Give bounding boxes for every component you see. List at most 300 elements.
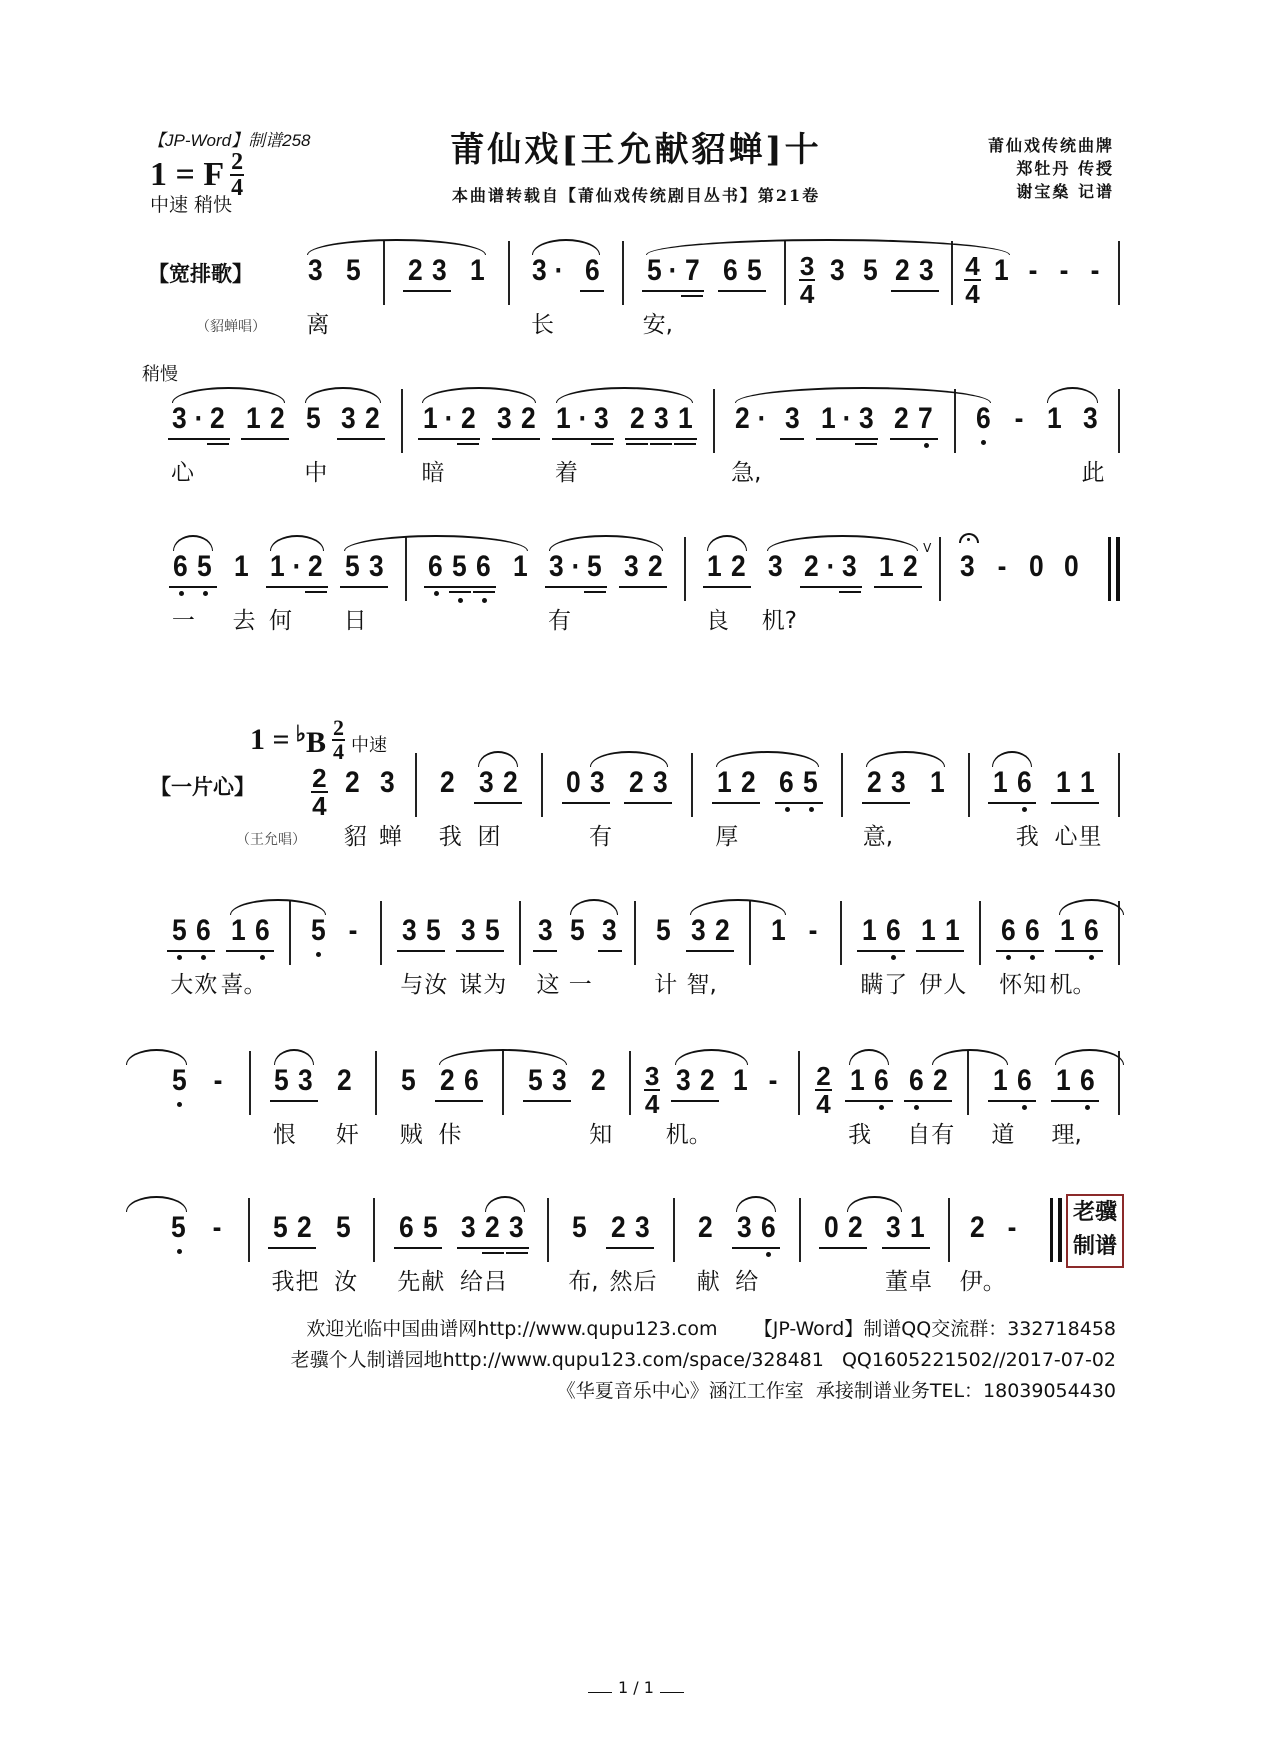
note-number: 1 (716, 766, 732, 799)
note-number: 6 (760, 1211, 776, 1244)
note (586, 1063, 613, 1148)
lyric: 卓 (908, 1269, 932, 1295)
note-number: 6 (1079, 1064, 1095, 1097)
note (361, 401, 385, 437)
beat-group (1051, 765, 1102, 850)
note-number: 6 (428, 550, 443, 583)
lyric: 知 (1023, 972, 1047, 998)
note (890, 401, 914, 437)
note (545, 549, 572, 634)
note-number: 1 (1055, 1064, 1071, 1097)
beat-group (241, 401, 289, 440)
note-number: 2 (866, 766, 882, 799)
footer-line: 《华夏音乐中心》涵江工作室 承接制谱业务TEL：18039054430 (556, 1380, 1116, 1402)
note (862, 765, 894, 850)
note (266, 549, 293, 634)
note-number: - (1028, 254, 1038, 287)
note (971, 401, 995, 437)
lyric: 汝 (334, 1269, 358, 1295)
lyric: 计 (654, 972, 678, 998)
note (882, 1210, 908, 1295)
note-number: 2 (698, 1211, 713, 1244)
beat-group (665, 1063, 719, 1148)
note (642, 253, 673, 338)
note-number: 0 (1029, 550, 1044, 583)
beat-group (169, 549, 217, 634)
note (492, 401, 516, 437)
note-number: 5 (425, 914, 441, 947)
beat-group (819, 1210, 867, 1249)
note-number: 5 (746, 254, 762, 287)
beat-group (732, 1210, 780, 1295)
note (580, 253, 604, 289)
augmentation-dot (755, 401, 769, 437)
note (742, 253, 766, 289)
note-number: 2 (520, 402, 536, 435)
beat-group (266, 549, 328, 634)
lyric: 我 (271, 1269, 295, 1295)
lyric: 蝉 (378, 824, 402, 850)
note (333, 1063, 359, 1148)
note-number: 6 (195, 914, 211, 947)
note-number: 3 (509, 1211, 524, 1244)
note-number: 5 (401, 1064, 416, 1097)
time-signature-change (964, 253, 980, 307)
note-number: 6 (1017, 766, 1032, 799)
lyric: 机? (761, 608, 798, 634)
time-signature-change (815, 1063, 831, 1117)
note-number: 3 (551, 1064, 567, 1097)
note-number: 2 (895, 254, 911, 287)
note-number: 3 (785, 402, 800, 435)
note (270, 1063, 296, 1148)
lyric: 暗 (421, 460, 445, 486)
low-octave-dot (766, 1252, 771, 1257)
beat-group (891, 253, 939, 292)
beat-group (341, 913, 365, 950)
note (435, 1063, 462, 1148)
note (498, 765, 522, 801)
time-top: 2 (231, 149, 244, 175)
beat-group (761, 549, 798, 634)
low-octave-dot (177, 955, 182, 960)
note (306, 913, 330, 949)
double-underline (207, 443, 229, 445)
note-number: 5 (345, 254, 361, 287)
note (731, 401, 762, 486)
time-signature-change (644, 1063, 660, 1117)
note (816, 401, 840, 437)
note-number: 5 (345, 550, 360, 583)
dash-note (1021, 253, 1045, 289)
credit-line: 谢宝燊 记谱 (1016, 182, 1114, 201)
lyric: 道 (991, 1122, 1015, 1148)
beat-group (340, 549, 388, 634)
lyric: 这 (536, 972, 560, 998)
note (241, 401, 265, 437)
double-underline (650, 443, 672, 445)
dash-note (1052, 253, 1076, 289)
note-number: 5 (171, 1211, 186, 1244)
note (956, 549, 980, 585)
note-number: 3 (858, 402, 874, 435)
low-octave-dot (201, 955, 206, 960)
note (292, 1210, 319, 1295)
low-octave-dot (458, 598, 463, 603)
beat-group (580, 253, 604, 292)
note (193, 549, 217, 585)
note (761, 549, 798, 634)
time-top: 3 (799, 251, 815, 281)
beat-group (435, 765, 462, 850)
note (996, 913, 1023, 998)
beat-group (857, 913, 908, 998)
note-number: 3 (886, 1211, 902, 1244)
note (915, 253, 939, 289)
lyric: 中 (304, 460, 328, 486)
beat-group (904, 1063, 955, 1148)
note-number: - (348, 914, 358, 947)
note-number: 3 (767, 550, 783, 583)
note-number: 1 (944, 914, 960, 947)
credit-line: 郑牡丹 传授 (1016, 159, 1114, 178)
lyric: 为 (483, 972, 507, 998)
augmentation-dot (442, 401, 456, 437)
lyric: 恨 (272, 1122, 296, 1148)
note-number: - (1007, 1211, 1017, 1244)
beat-group (858, 253, 882, 290)
note (914, 401, 938, 437)
note (586, 765, 612, 850)
note (727, 549, 751, 585)
measure (941, 537, 1111, 601)
page-number (0, 1678, 1272, 1697)
note-number: 2 (270, 402, 285, 435)
time-bottom: 4 (312, 791, 327, 821)
low-octave-dot (879, 1105, 884, 1110)
beat-group (988, 1063, 1036, 1148)
beat-group (606, 1210, 657, 1295)
lyric: 献 (696, 1269, 720, 1295)
lyric: 怀 (999, 972, 1023, 998)
beat-group (523, 1063, 571, 1102)
note-number: 1 (770, 914, 786, 947)
note (891, 253, 915, 289)
lyric: 吕 (483, 1269, 507, 1295)
note (456, 913, 483, 998)
note (1078, 401, 1105, 486)
note (265, 401, 289, 437)
note-number: · (194, 402, 204, 435)
note (220, 913, 267, 998)
note-number: 2 (847, 1211, 863, 1244)
staff-row (148, 1210, 1062, 1295)
time-bottom: 4 (816, 1089, 831, 1119)
measure (950, 1198, 1053, 1295)
beat-group (205, 1210, 229, 1247)
note (528, 253, 555, 338)
stamp-line: 老骥 (1072, 1200, 1117, 1225)
note (523, 1063, 547, 1099)
note-number: 1 (1055, 766, 1071, 799)
beat-group (528, 253, 566, 338)
credits (988, 134, 1114, 203)
note-number: 2 (210, 402, 226, 435)
note-number: 6 (722, 254, 738, 287)
note-number: 3 (401, 914, 417, 947)
note-number: 1 (820, 402, 836, 435)
note (250, 913, 274, 949)
note-number: · (668, 254, 678, 287)
note (780, 401, 804, 437)
lyric: 心 (1054, 824, 1078, 850)
note-number: 6 (1024, 914, 1040, 947)
note (421, 913, 448, 998)
note-number: 5 (422, 1211, 438, 1244)
note (756, 1210, 780, 1246)
note-number: 3 (341, 402, 357, 435)
measure (842, 901, 981, 998)
lyric: 日 (343, 608, 367, 634)
note-number: 2 (337, 1064, 352, 1097)
note-number: - (1090, 254, 1100, 287)
note-number: 1 (246, 402, 261, 435)
beat-group (568, 1210, 599, 1295)
beat-group (959, 1210, 1006, 1295)
note-number: 1 (732, 1064, 748, 1097)
note (649, 401, 673, 437)
note (1051, 765, 1078, 850)
beat-group (625, 401, 697, 440)
beat-group (1052, 253, 1076, 290)
beat-group (619, 549, 667, 588)
note-number: 1 (910, 1211, 926, 1244)
note-number: 2 (485, 1211, 500, 1244)
note-number: 1 (556, 402, 571, 435)
time-bottom: 4 (333, 739, 345, 764)
lyric: 我 (848, 1122, 872, 1148)
low-octave-dot (1085, 1105, 1090, 1110)
lyric: 给 (459, 1269, 483, 1295)
low-octave-dot (891, 955, 896, 960)
beat-group (167, 1210, 191, 1247)
note (448, 549, 472, 585)
note-number: 3 (537, 914, 553, 947)
lyric: 厚 (715, 824, 739, 850)
note (648, 765, 672, 801)
low-octave-dot (179, 591, 184, 596)
beat-group (466, 253, 490, 290)
singer-label: （王允唱） (236, 832, 306, 848)
augmentation-dot (569, 549, 583, 585)
note-number: 5 (305, 402, 321, 435)
double-underline (674, 443, 696, 445)
note-number: 1 (849, 1064, 865, 1097)
note-number: - (212, 1211, 222, 1244)
beat-group (1043, 401, 1067, 438)
low-octave-dot (177, 1249, 182, 1254)
note-number: 5 (484, 914, 500, 947)
lyric: 良 (705, 608, 729, 634)
beat-group (598, 913, 622, 952)
note (508, 549, 532, 585)
beat-group (396, 1063, 423, 1148)
low-octave-dot (785, 807, 790, 812)
note-number: 2 (590, 1064, 606, 1097)
note (712, 765, 739, 850)
augmentation-dot (192, 401, 206, 437)
lyric: 长 (531, 312, 555, 338)
note-number: 1 (1059, 914, 1075, 947)
section-label-kuanpaige: 【宽排歌】 (148, 262, 253, 286)
beat-group (925, 765, 949, 802)
note-number: 2 (408, 254, 423, 287)
time-signature-change (799, 253, 815, 307)
note (703, 549, 729, 634)
lyric: 瞒 (860, 972, 884, 998)
note (857, 913, 884, 998)
note-number: 2 (439, 1064, 455, 1097)
note (1059, 549, 1083, 585)
note-number: 6 (398, 1211, 414, 1244)
lyric: 着 (554, 460, 578, 486)
measure (296, 753, 417, 850)
low-octave-dot (203, 591, 208, 596)
note-number: 2 (629, 402, 645, 435)
lyric: 一 (568, 972, 592, 998)
note (427, 253, 451, 289)
lyric: 佧 (438, 1122, 462, 1148)
dash-note (761, 1063, 785, 1099)
lyric: 后 (633, 1269, 657, 1295)
note (643, 549, 667, 585)
low-octave-dot (914, 1105, 919, 1110)
note (710, 913, 734, 949)
note-number: · (842, 402, 852, 435)
beat-group (874, 541, 932, 588)
note-number: 1 (422, 402, 438, 435)
note (625, 401, 649, 437)
lyric: 智, (686, 972, 717, 998)
low-octave-dot (1030, 955, 1035, 960)
note-number: 7 (684, 254, 700, 287)
note (403, 253, 427, 289)
note-number: 1 (994, 254, 1010, 287)
note-number: · (444, 402, 454, 435)
dash-note (341, 913, 365, 949)
low-octave-dot (1022, 807, 1027, 812)
time-bottom: 4 (231, 175, 244, 201)
beat-group (545, 549, 607, 634)
note-number: 2 (629, 766, 644, 799)
note-number: 3 (594, 402, 609, 435)
lyric: 貂 (343, 824, 367, 850)
low-octave-dot (260, 955, 265, 960)
beat-group (1078, 401, 1105, 486)
lyric: 人 (943, 972, 967, 998)
lyric: 里 (1078, 824, 1102, 850)
lyric: 布, (568, 1269, 599, 1295)
beat-group (220, 913, 274, 998)
note-number: 2 (460, 402, 476, 435)
lyric: 理, (1051, 1122, 1082, 1148)
beat-group (168, 401, 230, 486)
note (869, 1063, 893, 1099)
beat-group (780, 401, 804, 440)
note (904, 1063, 931, 1148)
note-number: 1 (992, 1064, 1008, 1097)
beat-group (1000, 1210, 1024, 1247)
staff-row (152, 401, 1120, 486)
maker-tag: 【JP-Word】制谱258 (148, 131, 311, 150)
note (990, 253, 1014, 289)
beat-group (988, 765, 1039, 850)
note (693, 1210, 720, 1295)
low-octave-dot (177, 1102, 182, 1107)
note-number: 2 (699, 1064, 715, 1097)
lyric: 与 (400, 972, 424, 998)
lyric: 急, (731, 460, 762, 486)
beat-group (403, 253, 451, 292)
note-number: 2 (804, 550, 820, 583)
note (925, 765, 949, 801)
note (229, 549, 256, 634)
note-number: 3 (736, 1211, 752, 1244)
beat-group (693, 1210, 720, 1295)
note (686, 913, 717, 998)
subtitle: 本曲谱转载自【莆仙戏传统剧目丛书】第21卷 (451, 186, 821, 205)
note (331, 1210, 358, 1295)
dash-note (206, 1063, 230, 1099)
note-number: 2 (502, 766, 518, 799)
key-text: 1 = F (150, 156, 225, 193)
note-number: 3 (461, 1211, 476, 1244)
note-number: 3 (960, 550, 975, 583)
note (1012, 1063, 1036, 1099)
note-number: 2 (903, 550, 918, 583)
dash-note (1083, 253, 1107, 289)
note-number: 5 (272, 1211, 288, 1244)
note-number: 1 (1047, 402, 1062, 435)
page-title: 莆仙戏[王允献貂蝉]十 (450, 130, 822, 170)
note-number: 3 (919, 254, 935, 287)
note (916, 913, 943, 998)
page-number-text: 1 / 1 (618, 1678, 654, 1697)
lyric: 伊 (919, 972, 943, 998)
note-number: 2 (714, 914, 730, 947)
lyric: 离 (306, 312, 330, 338)
note-number: - (997, 550, 1007, 583)
note-number: 6 (885, 914, 901, 947)
note-number: 1 (929, 766, 945, 799)
double-underline (473, 591, 495, 593)
note (547, 1063, 571, 1099)
note-number: 3 (432, 254, 447, 287)
lyric: 谋 (459, 972, 483, 998)
time-top: 2 (312, 763, 327, 793)
beat-group (990, 253, 1014, 290)
note-number: 0 (566, 766, 582, 799)
lyric: 奸 (335, 1122, 359, 1148)
beat-group (996, 913, 1047, 998)
note-number: 5 (527, 1064, 543, 1097)
note-number: 5 (570, 914, 585, 947)
low-octave-dot (1022, 1105, 1027, 1110)
double-underline (305, 591, 327, 593)
note (619, 549, 643, 585)
note-number: 3 (634, 1211, 650, 1244)
note-number: 3 (602, 914, 618, 947)
